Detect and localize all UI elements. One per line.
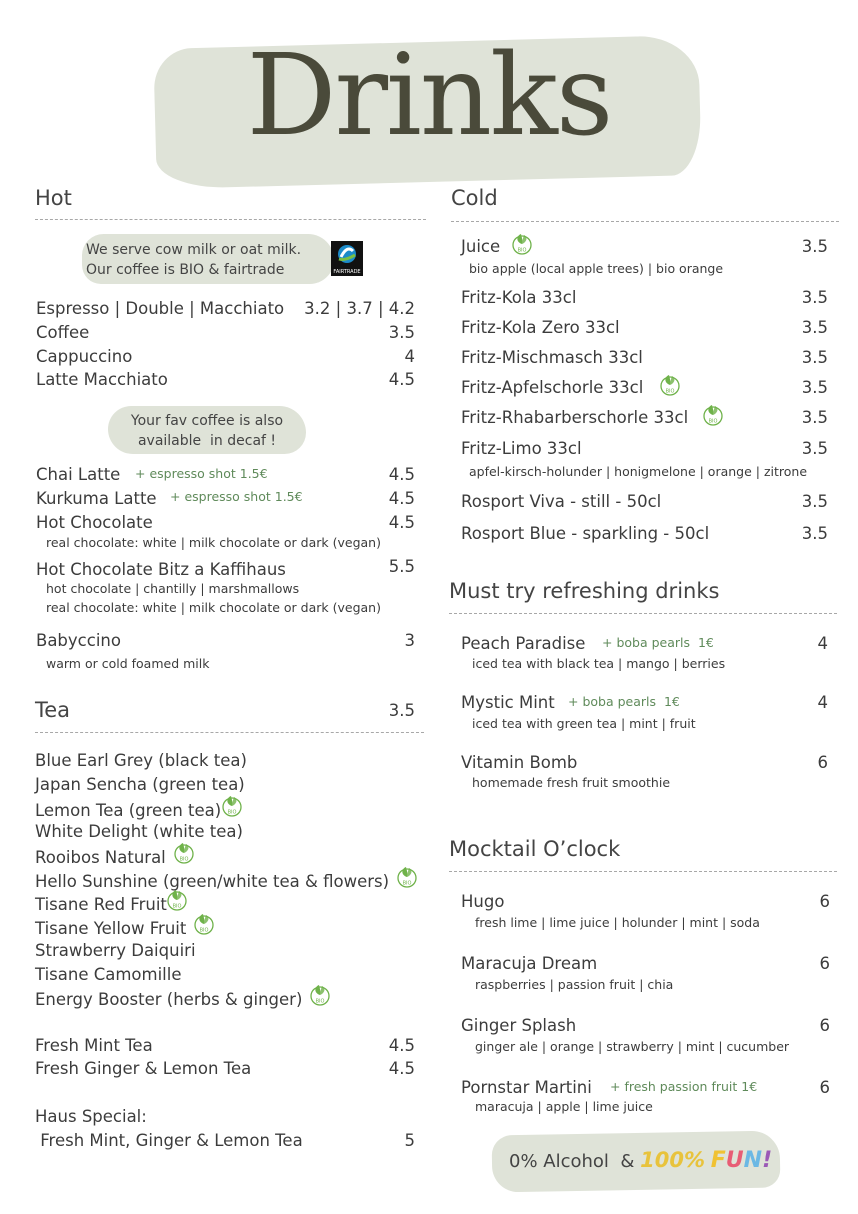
item-description: fresh lime | lime juice | holunder | mint | soda [475,915,760,930]
menu-item: Fritz-Limo 33cl [461,439,582,458]
menu-item: Hot Chocolate Bitz a Kaffihaus [36,560,286,579]
tea-item-label: Strawberry Daiquiri [35,941,196,960]
menu-item: Espresso | Double | Macchiato [36,299,285,318]
item-price: 5 [404,1131,415,1150]
tea-item [35,941,196,960]
fun-letter: F [710,1148,726,1173]
menu-item: Latte Macchiato [36,370,168,389]
section-heading-cold: Cold [451,186,498,210]
item-price: 4.5 [388,513,415,532]
svg-text:BIO: BIO [199,927,209,934]
bio-icon [310,984,330,1010]
bio-icon [397,866,417,892]
fun-letter: N [743,1148,763,1173]
menu-item: Maracuja Dream [461,954,598,973]
tea-item [35,822,243,841]
section-heading-refreshing: Must try refreshing drinks [449,579,720,603]
item-price: 4 [404,347,415,366]
item-price: 3.5 [801,237,828,256]
item-addon: + espresso shot 1.5€ [170,489,303,504]
item-price: 4 [817,693,828,712]
svg-text:FAIRTRADE: FAIRTRADE [333,269,361,275]
tea-item-label: Energy Booster (herbs & ginger) [35,989,303,1009]
tea-item-label: Rooibos Natural [35,847,166,867]
item-description: homemade fresh fruit smoothie [472,775,671,790]
svg-text:BIO: BIO [517,247,527,254]
tea-item [35,751,247,770]
menu-item: Fritz-Rhabarberschorle 33cl [461,408,689,427]
section-heading-tea: Tea [35,698,71,722]
tea-item [35,988,330,1010]
menu-item: Fresh Ginger & Lemon Tea [35,1059,252,1078]
item-price: 6 [819,1078,830,1097]
fun-label [711,1148,772,1173]
svg-text:BIO: BIO [665,388,675,395]
menu-item: Hot Chocolate [36,513,153,532]
menu-item: Pornstar Martini [461,1078,592,1097]
tea-item [35,965,182,984]
item-addon: + espresso shot 1.5€ [135,466,268,481]
tea-item [35,893,187,915]
menu-item: Coffee [36,323,90,342]
item-price: 5.5 [388,557,415,576]
section-heading-mocktail: Mocktail O’clock [449,837,621,861]
item-price: 3.5 [801,348,828,367]
svg-text:BIO: BIO [708,418,718,425]
menu-item: Fritz-Apfelschorle 33cl [461,378,644,397]
milk-note-text: We serve cow milk or oat milk. Our coffee is BIO & fairtrade [86,242,302,278]
item-price: 3 [404,631,415,650]
item-description: apfel-kirsch-holunder | honigmelone | orange | zitrone [469,464,808,479]
tea-item [35,870,417,892]
menu-item: Fritz-Mischmasch 33cl [461,348,643,367]
bio-icon [660,374,680,396]
tea-item-label: Japan Sencha (green tea) [35,775,245,794]
hundred-percent-label: 100% [640,1148,706,1172]
item-description: ginger ale | orange | strawberry | mint | cucumber [475,1039,790,1054]
item-price: 3.5 [801,524,828,543]
item-price: 4.5 [388,370,415,389]
menu-item: Fresh Mint Tea [35,1036,153,1055]
bio-icon [194,913,214,939]
tea-item-label: Blue Earl Grey (black tea) [35,751,247,770]
menu-item: Peach Paradise [461,634,586,653]
tea-item [35,775,245,794]
item-addon: + fresh passion fruit 1€ [610,1079,758,1094]
divider [449,871,837,872]
item-description: warm or cold foamed milk [46,656,210,671]
svg-text:BIO: BIO [172,903,182,910]
bio-icon [703,404,723,426]
menu-item: Fritz-Kola 33cl [461,288,577,307]
tea-item-label: Hello Sunshine (green/white tea & flowers) [35,871,390,891]
menu-item: Kurkuma Latte [36,489,157,508]
milk-note [86,240,318,280]
item-addon: + boba pearls 1€ [602,635,714,650]
item-price: 6 [817,753,828,772]
divider [449,613,837,614]
divider [35,732,424,733]
menu-item: Hugo [461,892,505,911]
bio-icon [512,233,532,255]
item-description: iced tea with green tea | mint | fruit [472,716,696,731]
item-price: 4.5 [388,489,415,508]
menu-item: Ginger Splash [461,1016,577,1035]
tea-item [35,846,194,868]
tea-item-label: White Delight (white tea) [35,822,243,841]
tea-price: 3.5 [388,701,415,720]
menu-item: Fritz-Kola Zero 33cl [461,318,620,337]
item-description: hot chocolate | chantilly | marshmallows [46,581,300,596]
item-price: 6 [819,954,830,973]
fun-letter: U [725,1148,744,1173]
menu-item: Vitamin Bomb [461,753,578,772]
fun-letter: ! [762,1148,773,1173]
tea-item-label: Tisane Yellow Fruit [35,918,187,938]
fairtrade-logo [331,241,363,276]
divider [451,221,839,222]
item-price: 3.5 [801,378,828,397]
item-description: real chocolate: white | milk chocolate or dark (vegan) [46,600,381,615]
item-price: 4.5 [388,1036,415,1055]
bio-icon [174,842,194,868]
item-price: 6 [819,1016,830,1035]
bio-icon [167,889,187,915]
item-description: iced tea with black tea | mango | berries [472,656,726,671]
menu-item: Babyccino [36,631,121,650]
item-price: 3.5 [801,408,828,427]
item-price: 3.2 | 3.7 | 4.2 [304,299,415,318]
item-price: 4.5 [388,465,415,484]
item-description: raspberries | passion fruit | chia [475,977,674,992]
item-addon: + boba pearls 1€ [568,694,680,709]
svg-text:BIO: BIO [227,809,237,816]
svg-text:BIO: BIO [179,856,189,863]
menu-item: Juice [461,237,501,256]
menu-item: Rosport Viva - still - 50cl [461,492,662,511]
item-description: real chocolate: white | milk chocolate or dark (vegan) [46,535,381,550]
decaf-note: Your fav coffee is also available in decaf ! [130,413,284,449]
page-title: Drinks [246,31,612,161]
svg-text:BIO: BIO [402,880,412,887]
menu-item: Rosport Blue - sparkling - 50cl [461,524,710,543]
item-price: 3.5 [801,288,828,307]
tea-item-label: Tisane Red Fruit [35,894,167,914]
item-price: 3.5 [801,492,828,511]
menu-item: Chai Latte [36,465,121,484]
item-description: bio apple (local apple trees) | bio orange [469,261,724,276]
bio-icon [222,795,242,821]
menu-item: Cappuccino [36,347,133,366]
svg-text:BIO: BIO [315,998,325,1005]
alcohol-badge-text [509,1148,772,1173]
item-price: 3.5 [801,318,828,337]
tea-item [35,917,214,939]
item-description: maracuja | apple | lime juice [475,1099,653,1114]
item-price: 4 [817,634,828,653]
tea-item-label: Tisane Camomille [35,965,182,984]
special-label: Haus Special: [35,1107,147,1126]
zero-alcohol-label: 0% Alcohol & [509,1151,635,1172]
item-price: 4.5 [388,1059,415,1078]
item-price: 3.5 [388,323,415,342]
tea-item [35,799,242,821]
menu-item: Fresh Mint, Ginger & Lemon Tea [35,1131,303,1150]
divider [35,219,426,220]
section-heading-hot: Hot [35,186,72,210]
tea-item-label: Lemon Tea (green tea) [35,800,222,820]
menu-item: Mystic Mint [461,693,555,712]
item-price: 3.5 [801,439,828,458]
item-price: 6 [819,892,830,911]
